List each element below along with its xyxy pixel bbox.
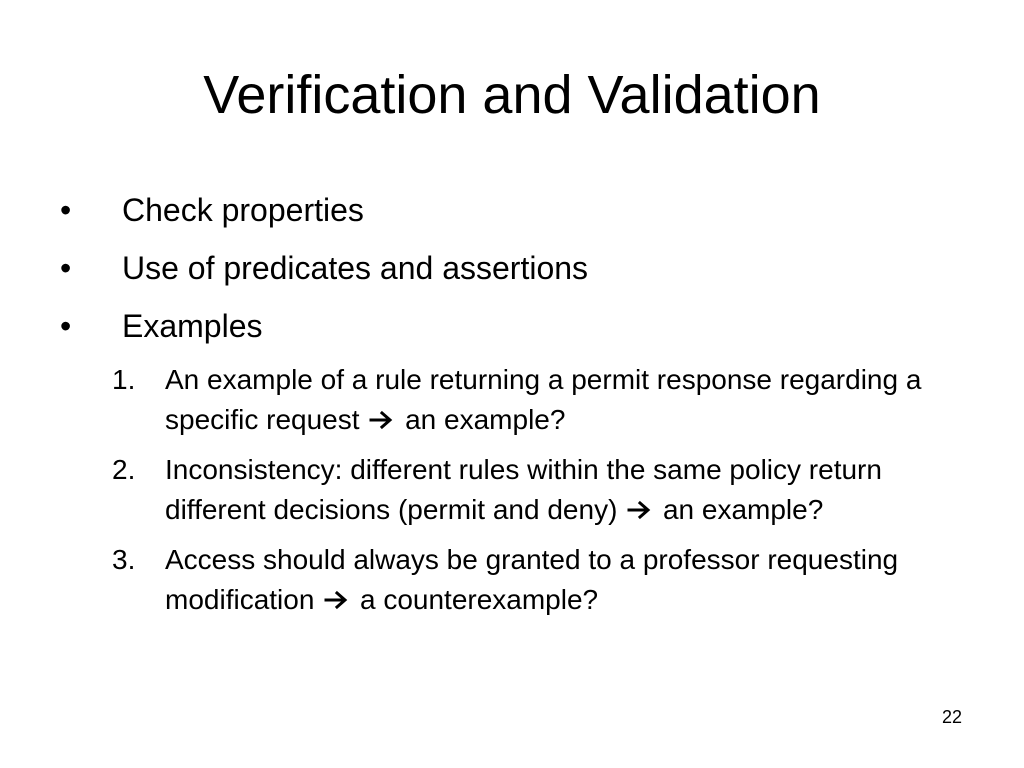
page-number: 22 [941, 707, 962, 727]
number-marker: 3. [112, 544, 136, 575]
item-text-before: Inconsistency: different rules within the same policy return different decisions (permit and deny) [165, 454, 882, 525]
item-text-after: an example? [655, 494, 824, 525]
numbered-list [112, 360, 972, 630]
right-arrow-icon [324, 590, 350, 610]
bullet-item-examples [60, 303, 980, 349]
bullet-text: Check properties [122, 192, 364, 228]
numbered-item-3 [112, 540, 972, 620]
right-arrow-icon [369, 410, 395, 430]
item-text-after: an example? [397, 404, 566, 435]
numbered-item-text [165, 360, 972, 440]
item-text-before: An example of a rule returning a permit response regarding a specific request [165, 364, 922, 435]
bullet-marker: • [60, 250, 72, 286]
number-marker: 1. [112, 364, 136, 395]
bullet-marker: • [60, 192, 72, 228]
item-text-before: Access should always be granted to a professor requesting modification [165, 544, 899, 615]
numbered-item-text [165, 540, 972, 620]
bullet-list [60, 187, 980, 361]
item-text-after: a counterexample? [352, 584, 599, 615]
bullet-item-check-properties [60, 187, 980, 233]
numbered-item-1 [112, 360, 972, 440]
bullet-item-predicates [60, 245, 980, 291]
right-arrow-icon [627, 500, 653, 520]
bullet-text: Use of predicates and assertions [122, 250, 589, 286]
bullet-text: Examples [122, 308, 263, 344]
numbered-item-text [165, 450, 972, 530]
number-marker: 2. [112, 454, 136, 485]
numbered-item-2 [112, 450, 972, 530]
bullet-marker: • [60, 308, 72, 344]
slide-title: Verification and Validation [203, 65, 821, 125]
